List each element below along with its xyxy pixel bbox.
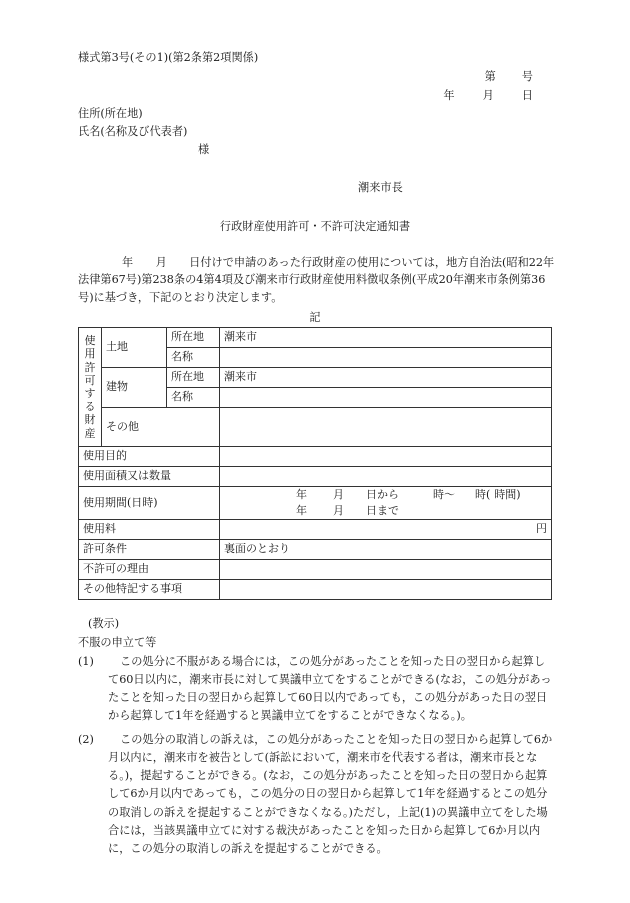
fee-value: 円 <box>220 520 552 540</box>
land-label: 土地 <box>102 328 167 368</box>
notice-item-1 <box>78 653 556 726</box>
notice-item-2 <box>78 731 556 858</box>
issuer-name: 潮来市長 <box>358 181 403 194</box>
body-paragraph: 年 月 日付けで申請のあった行政財産の使用については，地方自治法(昭和22年法律第67号)第238条の4第4項及び潮来市行政財産使用料徴収条例(平成20年潮来市条例第36号)に基づき，下記のとおり決定します。 <box>78 256 555 304</box>
property-header-cell: 使 用 許 可 す る 財 産 <box>79 328 102 447</box>
building-location-value: 潮来市 <box>220 368 552 388</box>
notice-item-text: この処分に不服がある場合には，この処分があったことを知った日の翌日から起算して60日以内に，潮来市長に対して異議申立てをすることができる(なお，この処分があったことを知った日の翌日から起算して60日以内であっても，この処分があった日の翌日から起算して1年を経過すると異議申立てをすることができなくなる。)。 <box>108 655 552 723</box>
property-table <box>78 327 552 600</box>
number-suffix: 号 <box>521 70 533 83</box>
land-name-value <box>220 348 552 368</box>
building-location-label: 所在地 <box>167 368 220 388</box>
conditions-label: 許可条件 <box>79 540 220 560</box>
refusal-reason-label: 不許可の理由 <box>79 560 220 580</box>
appeal-heading: 不服の申立て等 <box>78 636 157 649</box>
document-date-row <box>425 88 533 103</box>
land-location-label: 所在地 <box>167 328 220 348</box>
document-title: 行政財産使用許可・不許可決定通知書 <box>219 220 411 233</box>
number-prefix: 第 <box>484 70 496 83</box>
document-number-row <box>467 69 533 84</box>
other-notes-value <box>220 580 552 600</box>
period-to-line: 年 月 日まで <box>296 504 399 517</box>
honorific: 様 <box>198 143 210 156</box>
notice-item-text: この処分の取消しの訴えは，この処分があったことを知った日の翌日から起算して6か月以内に，潮来市を被告として(訴訟において，潮来市を代表する者は，潮来市長となる。)，提起することができる。(なお，この処分があったことを知った日の翌日から起算して6か月以内であっても，この処分の日の翌日から起算して1年を経過するとこの処分の取消しの訴えを提起することができなくなる。)ただし，上記(1)の異議申立てをした場合には，当該異議申立てに対する裁決があったことを知った日から起算して6か月以内に，この処分の取消しの訴えを提起することができる。 <box>108 733 553 855</box>
purpose-label: 使用目的 <box>79 447 220 467</box>
date-month: 月 <box>482 89 494 102</box>
name-label: 氏名(名称及び代表者) <box>78 125 188 138</box>
area-value <box>220 467 552 487</box>
notice-item-number: (1) <box>78 655 94 668</box>
building-label: 建物 <box>102 368 167 408</box>
ki-heading: 記 <box>309 311 321 324</box>
form-label: 様式第3号(その1)(第2条第2項関係) <box>78 51 259 64</box>
conditions-value: 裏面のとおり <box>220 540 552 560</box>
period-value <box>220 487 552 520</box>
other-property-label: その他 <box>102 408 220 447</box>
other-property-value <box>220 408 552 447</box>
notice-item-number: (2) <box>78 733 94 746</box>
refusal-reason-value <box>220 560 552 580</box>
period-from-line: 年 月 日から 時〜 時( 時間) <box>296 488 521 501</box>
land-location-value: 潮来市 <box>220 328 552 348</box>
purpose-value <box>220 447 552 467</box>
land-name-label: 名称 <box>167 348 220 368</box>
notice-heading: (教示) <box>88 617 120 630</box>
period-label: 使用期間(日時) <box>79 487 220 520</box>
area-label: 使用面積又は数量 <box>79 467 220 487</box>
fee-label: 使用料 <box>79 520 220 540</box>
building-name-value <box>220 388 552 408</box>
date-year: 年 <box>443 89 455 102</box>
address-label: 住所(所在地) <box>78 107 143 120</box>
building-name-label: 名称 <box>167 388 220 408</box>
date-day: 日 <box>521 89 533 102</box>
other-notes-label: その他特記する事項 <box>79 580 220 600</box>
